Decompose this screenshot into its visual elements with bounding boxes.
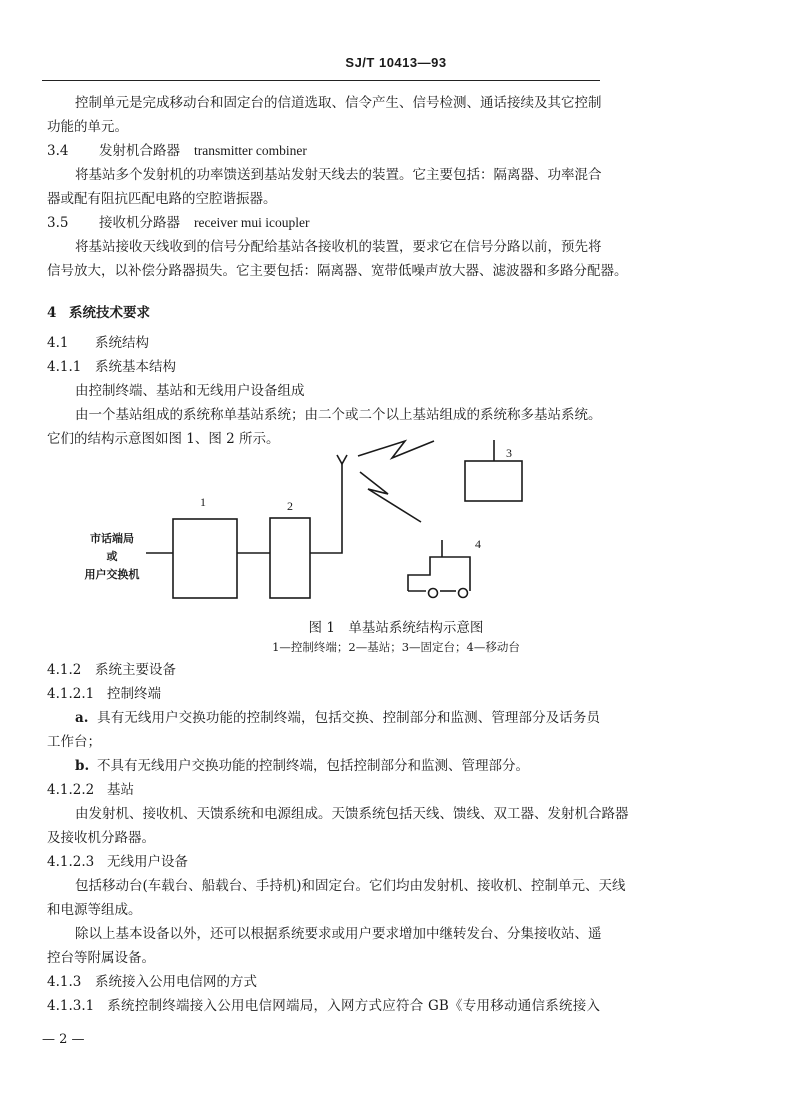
para-4-1-2-2-line1: 由发射机、接收机、天馈系统和电源组成。天馈系统包括天线、馈线、双工器、发射机合路器 (75, 806, 629, 822)
section-number: 4.1 (47, 335, 69, 351)
section-title-en: receiver mui icoupler (194, 215, 310, 230)
section-number: 4.1.2 (47, 662, 82, 678)
item-a-line2: 工作台； (47, 734, 101, 750)
left-label-line2: 或 (106, 551, 118, 563)
fixed-station-box (465, 461, 522, 501)
box-number-1: 1 (200, 495, 206, 509)
antenna-icon (337, 455, 347, 464)
radio-link-bolt-upper (358, 441, 434, 458)
section-4-1-2-1-heading (47, 685, 600, 703)
section-title: 发射机合路器 (99, 143, 180, 159)
antenna-feeder-line (310, 462, 342, 553)
section-title: 基站 (107, 782, 134, 798)
section-4-1-3-1-text: 系统控制终端接入公用电信网端局，入网方式应符合 GB《专用移动通信系统接入 (107, 998, 600, 1014)
section-number: 4.1.2.2 (47, 782, 95, 798)
section-number: 3.4 (47, 143, 69, 159)
para-3-4-line2: 器或配有阻抗匹配电路的空腔谐振器。 (47, 191, 277, 207)
section-number: 3.5 (47, 215, 69, 231)
section-title: 控制终端 (107, 686, 161, 702)
section-title: 无线用户设备 (107, 854, 188, 870)
para-control-unit-line1: 控制单元是完成移动台和固定台的信道选取、信令产生、信号检测、通话接续及其它控制 (75, 95, 602, 111)
para-3-4-line1: 将基站多个发射机的功率馈送到基站发射天线去的装置。它主要包括：隔离器、功率混合 (75, 167, 602, 183)
base-station-box (270, 518, 310, 598)
box-number-2: 2 (287, 499, 293, 513)
para-4-1-1-a: 由控制终端、基站和无线用户设备组成 (75, 383, 305, 399)
para-3-5-line1: 将基站接收天线收到的信号分配给基站各接收机的装置，要求它在信号分路以前，预先将 (75, 239, 602, 255)
vehicle-wheel-front (429, 589, 438, 598)
item-a-text: 具有无线用户交换功能的控制终端，包括交换、控制部分和监测、管理部分及话务员 (97, 710, 600, 726)
item-a-label: a. (75, 710, 89, 726)
section-title: 系统基本结构 (95, 359, 176, 375)
section-title-en: transmitter combiner (194, 143, 307, 158)
item-a-line1 (75, 709, 600, 727)
section-title: 系统主要设备 (95, 662, 176, 678)
document-code-header: SJ/T 10413—93 (345, 55, 447, 70)
para-4-1-1-b-line2: 它们的结构示意图如图 1、图 2 所示。 (47, 431, 280, 447)
radio-link-bolt-lower (360, 472, 421, 522)
mobile-station-vehicle (408, 557, 470, 591)
vehicle-wheel-rear (459, 589, 468, 598)
section-number: 4 (47, 305, 57, 321)
page-number: — 2 — (42, 1032, 85, 1047)
section-number: 4.1.2.1 (47, 686, 95, 702)
para-3-5-line2: 信号放大，以补偿分路器损失。它主要包括：隔离器、宽带低噪声放大器、滤波器和多路分配器。 (47, 263, 628, 279)
box-number-3: 3 (506, 446, 512, 460)
section-title: 系统结构 (95, 335, 149, 351)
control-terminal-box (173, 519, 237, 598)
left-label-line3: 用户交换机 (84, 569, 140, 581)
section-title: 系统技术要求 (69, 305, 150, 321)
item-b (75, 757, 600, 775)
section-number: 4.1.1 (47, 359, 82, 375)
section-4-1-2-2-heading (47, 781, 600, 799)
section-title: 系统接入公用电信网的方式 (95, 974, 257, 990)
item-b-text: 不具有无线用户交换功能的控制终端，包括控制部分和监测、管理部分。 (97, 758, 529, 774)
section-title: 接收机分路器 (99, 215, 180, 231)
section-number: 4.1.3 (47, 974, 82, 990)
para-4-1-2-3-line2: 和电源等组成。 (47, 902, 142, 918)
section-4-1-2-3-heading (47, 853, 600, 871)
para-extra-line1: 除以上基本设备以外，还可以根据系统要求或用户要求增加中继转发台、分集接收站、遥 (75, 926, 602, 942)
para-4-1-2-2-line2: 及接收机分路器。 (47, 830, 155, 846)
para-extra-line2: 控台等附属设备。 (47, 950, 155, 966)
left-label-line1: 市话端局 (90, 533, 134, 545)
para-4-1-2-3-line1: 包括移动台(车载台、船载台、手持机)和固定台。它们均由发射机、接收机、控制单元、天线 (75, 878, 626, 894)
figure-1-legend: 1—控制终端；2—基站；3—固定台；4—移动台 (272, 640, 520, 654)
para-control-unit-line2: 功能的单元。 (47, 119, 128, 135)
box-number-4: 4 (475, 537, 481, 551)
section-4-1-3-1 (47, 997, 600, 1015)
section-number: 4.1.2.3 (47, 854, 95, 870)
section-4-1-2-heading (47, 661, 600, 679)
para-4-1-1-b-line1: 由一个基站组成的系统称单基站系统；由二个或二个以上基站组成的系统称多基站系统。 (75, 407, 602, 423)
section-number: 4.1.3.1 (47, 998, 95, 1014)
item-b-label: b. (75, 758, 90, 774)
figure-1-caption: 图 1 单基站系统结构示意图 (308, 620, 484, 636)
section-4-1-3-heading (47, 973, 600, 991)
